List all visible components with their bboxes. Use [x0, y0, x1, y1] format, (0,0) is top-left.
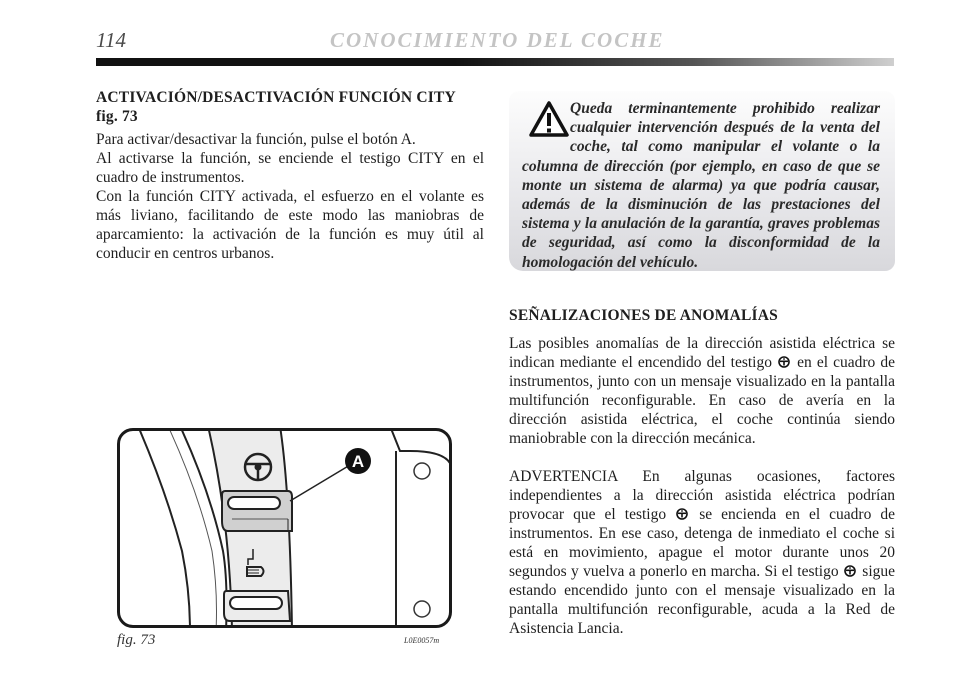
city-paragraph-3: Con la función CITY activada, el esfuerzo en el volante es más liviano, facilitando de este modo las maniobras de aparcamiento: la activación de la función es muy útil al conducir en centros urbanos.: [96, 188, 484, 262]
warning-box: [509, 91, 895, 271]
anomalies-section: [509, 306, 895, 638]
page-number: 114: [96, 28, 126, 52]
anomalies-p2-part1: ADVERTENCIA En algunas ocasiones, factores independientes a la dirección asistida eléctrica podrían provocar que el testigo: [509, 468, 895, 523]
city-function-heading: [96, 88, 484, 126]
steering-warning-lamp-icon: [778, 356, 790, 368]
city-heading-title: ACTIVACIÓN/DESACTIVACIÓN FUNCIÓN CITY: [96, 89, 456, 106]
steering-warning-lamp-icon: [844, 565, 856, 577]
callout-label-a: A: [351, 452, 365, 471]
anomalies-p1-part1: Las posibles anomalías de la dirección asistida eléctrica se indican mediante el encendido del testigo: [509, 335, 895, 371]
chapter-title: CONOCIMIENTO DEL COCHE: [330, 28, 665, 52]
dashboard-switch-illustration: [120, 431, 449, 625]
anomalies-paragraph-1: [509, 334, 895, 448]
anomalies-p2-part2: se encienda en el cuadro de instrumentos. En ese caso, detenga de inmediato el coche si está en movimiento, apague el motor durante unos 20 segundos y vuelva a ponerlo en marcha. Si el testigo: [509, 506, 896, 580]
anomalies-paragraph-2: [509, 467, 895, 638]
warning-text: Queda terminantemente prohibido realizar cualquier intervención después de la venta del coche, tal como manipular el volante o la columna de dirección (por ejemplo, en caso de que se monte un sistema de alarma) ya que podría causar, además de la disminución de las prestaciones del sistema y la anulación de la garantía, graves problemas de seguridad, así como la disconformidad de la homologación del vehículo.: [522, 100, 880, 271]
anomalies-heading: SEÑALIZACIONES DE ANOMALÍAS: [509, 307, 778, 324]
figure-caption: fig. 73: [117, 632, 156, 648]
anomalies-p1-part2: en el cuadro de instrumentos, junto con un mensaje visualizado en la pantalla multifunción reconfigurable. En caso de avería en la dirección asistida eléctrica, el coche continúa siendo maniobrable con la dirección mecánica.: [509, 354, 895, 447]
city-heading-figref: fig. 73: [96, 108, 138, 125]
steering-warning-lamp-icon: [676, 508, 688, 520]
figure-code: L0E0057m: [404, 636, 440, 645]
figure-73: [117, 428, 452, 628]
city-function-section: [96, 88, 484, 263]
city-paragraph-1: Para activar/desactivar la función, pulse el botón A.: [96, 131, 416, 148]
anomalies-p2-part3: sigue estando encendido junto con el mensaje visualizado en la pantalla multifunción reconfigurable, acuda a la Red de Asistencia Lancia.: [509, 563, 896, 637]
header-rule: [96, 58, 894, 66]
city-paragraph-2: Al activarse la función, se enciende el testigo CITY en el cuadro de instrumentos.: [96, 150, 484, 186]
